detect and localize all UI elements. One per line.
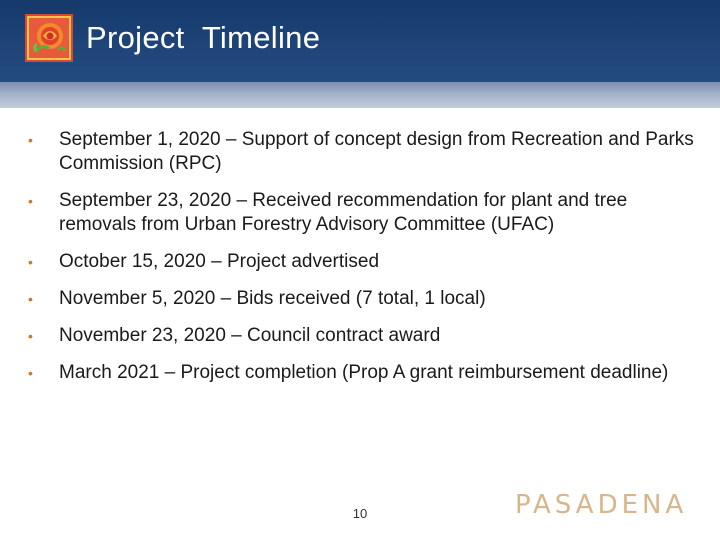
slide-title: Project Timeline: [86, 20, 321, 55]
timeline-item: [28, 128, 698, 176]
timeline-item: [28, 324, 698, 348]
timeline-item-text: March 2021 – Project completion (Prop A grant reimbursement deadline): [59, 362, 669, 383]
timeline-item-text: November 5, 2020 – Bids received (7 total, 1 local): [59, 288, 486, 309]
bullet-icon: •: [28, 328, 33, 344]
pasadena-wordmark: PASADENA: [515, 490, 688, 520]
title-bar: [0, 0, 720, 82]
bullet-icon: •: [28, 193, 33, 209]
page-number: 10: [352, 506, 368, 521]
timeline-item-text: October 15, 2020 – Project advertised: [59, 251, 380, 272]
timeline-item-text: September 23, 2020 – Received recommendation for plant and tree removals from Urban Forestry Advisory Committee (UFAC): [59, 190, 628, 235]
timeline-list: [28, 128, 698, 398]
timeline-item: [28, 287, 698, 311]
bullet-icon: •: [28, 132, 33, 148]
timeline-item-text: November 23, 2020 – Council contract award: [59, 325, 441, 346]
bullet-icon: •: [28, 365, 33, 381]
timeline-item-text: September 1, 2020 – Support of concept design from Recreation and Parks Commission (RPC): [59, 129, 694, 174]
bullet-icon: •: [28, 254, 33, 270]
timeline-item: [28, 189, 698, 237]
timeline-item: [28, 250, 698, 274]
rose-logo-icon: [25, 14, 73, 62]
bullet-icon: •: [28, 291, 33, 307]
timeline-item: [28, 361, 698, 385]
title-accent-band: [0, 82, 720, 108]
